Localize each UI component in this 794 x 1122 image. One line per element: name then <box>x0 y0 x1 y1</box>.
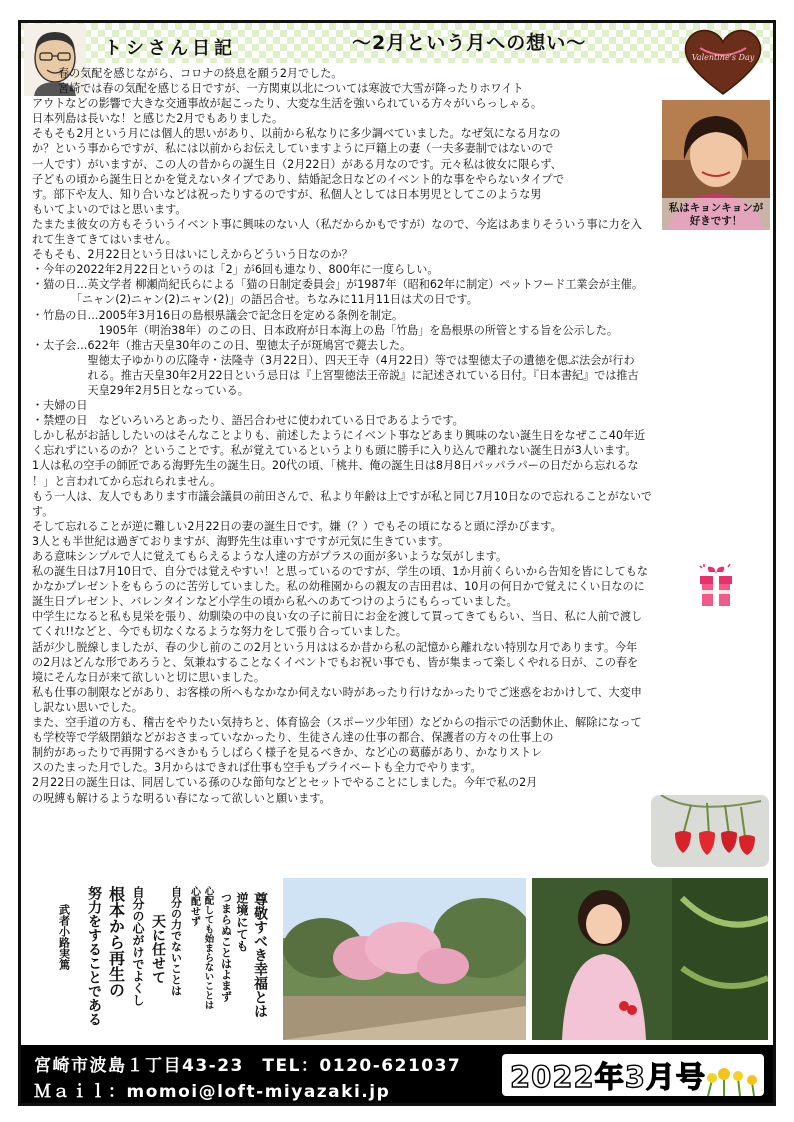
calligraphy-col8: 自分の心がけでよくし <box>131 886 145 1006</box>
paragraph: そもそも、2月22日という日はいにしえからどういう日なのか？ <box>32 248 353 262</box>
paragraph: 私の誕生日は7月10日で、自分では覚えやすい！と思っているのですが、学生の頃、1か月前くらいから告知を皆にしてもな <box>32 565 648 579</box>
footer-address: 宮崎市波島１丁目43-23 TEL：0120-621037 <box>34 1056 462 1076</box>
paragraph: の2月はどんな形であろうと、気兼ねすることなくイベントでもお祝い事でも、皆が集まって楽しくやれる日が、この春を <box>32 655 639 669</box>
paragraph: す。 <box>32 504 54 518</box>
paragraph: 春の気配を感じながら、コロナの終息を願う2月でした。 <box>58 67 343 80</box>
paragraph: たまたま彼女の方もそういうイベント事に興味のない人（私だからかもですが）なので、今迄はあまりそういう事に力を入 <box>32 217 642 231</box>
list-item: ・猫の日…英文学者 柳瀬尚紀氏らによる「猫の日制定委員会」が1987年（昭和62年に制定）ペットフード工業会が主催。 <box>32 278 643 292</box>
paragraph: 子どもの頃から誕生日とかを覚えないタイプであり、結婚記念日などのイベント的な事をやらないタイプで <box>32 172 565 186</box>
list-item: ・太子会…622年（推古天皇30年のこの日、聖徳太子が斑鳩宮で薨去した。 <box>32 338 412 352</box>
paragraph: 誕生日プレゼント、バレンタインなど小学生の頃から私へのあてつけのようにもらっていました。 <box>32 595 518 609</box>
flower-decoration-icon <box>702 1062 762 1096</box>
paragraph: 私も仕事の制限などがあり、お客様の所へもなかなか伺えない時があったり行けなかったりでご迷惑をおかけして、大変申 <box>32 685 642 699</box>
paragraph: 2月22日の誕生日は、同居している孫のひな節句などとセットでやることにしました。今年で私の2月 <box>32 776 538 790</box>
paragraph: く忘れずにいるのか？ということです。私が覚えているというよりも頭に勝手に入り込んで離れない誕生日が3人います。 <box>32 444 637 458</box>
list-item: 聖徳太子ゆかりの広隆寺・法隆寺（3月22日）、四天王寺（4月22日）等では聖徳太子の遺徳を偲ぶ法会が行わ <box>32 353 635 367</box>
calligraphy-col10: 努力をすることである <box>86 886 102 1026</box>
paragraph: もう一人は、友人でもあります市議会議員の前田さんで、私より年齢は上ですが私と同じ7月10日なので忘れることがないで <box>32 489 653 503</box>
footer-mail[interactable]: Ｍａｉｌ：momoi@loft-miyazaki.jp <box>34 1082 391 1102</box>
calligraphy-col1: 尊敬すべき幸福とは <box>252 892 268 1018</box>
paragraph: アウトなどの影響で大きな交通事故が起こったり、大変な生活を強いられている方々がいらっしゃる。 <box>32 97 543 111</box>
paragraph: しかし私がお話ししたいのはそんなことよりも、前述したようにイベント事などあまり興味のない誕生日をなぜここ40年近 <box>32 429 646 443</box>
list-item: 「ニャン(2)ニャン(2)ニャン(2)」の語呂合せ。ちなみに11月11日は犬の日です。 <box>32 293 478 307</box>
calligraphy-col4: 心配しても始まらないことは <box>202 886 214 1010</box>
article-body <box>32 66 768 806</box>
calligraphy-poem <box>34 878 274 1038</box>
paragraph: そもそも2月という月には個人的思いがあり、以前から私なりに多少調べていました。なぜ気になる月なの <box>32 127 561 141</box>
page-title: ～2月という月への想い～ <box>352 32 587 54</box>
list-item: ・禁煙の日 などいろいろとあったり、語呂合わせに使われている日であるようです。 <box>32 414 464 428</box>
issue-label: 2022年3月号 <box>510 1060 706 1094</box>
paragraph: かなかプレゼントをもらうのに苦労していました。私の幼稚園からの親友の吉田君は、10月の何日かで覚えにくい日なのに <box>32 580 645 594</box>
paragraph: 話が少し脱線しましたが、春の少し前のこの2月という月ははるか昔から私の記憶から離れない特別な月であります。今年 <box>32 640 638 654</box>
author-title: トシさん日記 <box>104 38 236 59</box>
paragraph: 1人は私の空手の師匠である海野先生の誕生日。20代の頃、「桃井、俺の誕生日は8月8日パッパラパーの日だから忘れるな <box>32 459 639 473</box>
list-item: 天皇29年2月5日となっている。 <box>32 383 249 397</box>
paragraph: 日本列島は長いな！と感じた2月でもありました。 <box>32 112 284 126</box>
paragraph: 宮崎では春の気配を感じる日ですが、一方関東以北については寒波で大雪が降ったりホワイト <box>58 82 524 96</box>
calligraphy-col3: つまらぬことはよまず <box>219 892 233 1002</box>
paragraph: も学校等で学級閉鎖などがおさまっていなかったり、生徒さん達の仕事の都合、保護者の方々の仕事上の <box>32 731 554 745</box>
cherry-blossom-photo <box>283 878 526 1040</box>
paragraph: ！」と言われてから忘れられません。 <box>32 474 222 488</box>
paragraph: そして忘れることが逆に難しい2月22日の妻の誕生日です。嫌（？）でもその頃になると頭に浮かびます。 <box>32 519 562 533</box>
paragraph: 制約があったりで再開するべきかもうしばらく様子を見るべきか、など心の葛藤があり、かなりストレ <box>32 746 543 760</box>
strawberry-photo <box>651 795 769 867</box>
paragraph: てくれ!!などと、今でも切なくなるような努力をして張り合っていました。 <box>32 625 407 639</box>
paragraph: また、空手道の方も、稽古をやりたい気持ちと、体育協会（スポーツ少年団）などからの指示での活動休止、解除になって <box>32 716 642 730</box>
calligraphy-col5: 心配せず <box>188 886 200 926</box>
list-item: 1905年（明治38年）のこの日、日本政府が日本海上の島「竹島」を島根県の所管とする旨を公示した。 <box>32 323 618 337</box>
paragraph: し訳ない思いでした。 <box>32 700 143 714</box>
photo-caption-line1: 私はキョンキョンが <box>668 202 764 214</box>
photo-caption-line2: 好きです！ <box>689 215 743 227</box>
girl-strawberry-photo <box>532 878 768 1040</box>
list-item: れる。推古天皇30年2月22日という忌日は『上宮聖徳法王帝説』に記述されている日付。『日本書紀』では推古 <box>32 368 639 382</box>
list-item: ・夫婦の日 <box>32 399 88 413</box>
paragraph: か？という事からですが、私には以前からお伝えしていますように戸籍上の妻（一夫多妻制ではないので <box>32 142 554 156</box>
calligraphy-author: 武者小路実篤 <box>57 904 71 970</box>
gift-box-icon <box>694 560 738 610</box>
calligraphy-col7: 天に任せて <box>150 914 166 984</box>
calligraphy-col9: 根本から再生の <box>106 886 126 998</box>
paragraph: もいてよいのではと思います。 <box>32 202 187 216</box>
list-item: ・竹島の日…2005年3月16日の島根県議会で記念日を定める条例を制定。 <box>32 308 404 322</box>
heart-text: Valentine's Day <box>691 53 755 62</box>
paragraph: 一人です）がいますが、この人の昔からの誕生日（2月22日）がある月なのです。元々私は彼女に限らず、 <box>32 157 562 171</box>
calligraphy-col2: 逆境にても <box>235 892 249 952</box>
calligraphy-col6: 自分の力でないことは <box>169 886 183 996</box>
paragraph: スのたまった月でした。3月からはできれば仕事も空手もプライベートも全力でやります。 <box>32 761 482 775</box>
paragraph: 3人とも半世紀は過ぎておりますが、海野先生は車いすですが元気に生きています。 <box>32 534 449 548</box>
list-item: ・今年の2022年2月22日というのは「2」が6回も連なり、800年に一度らしい。 <box>32 263 439 277</box>
paragraph: れて生きてきてはいません。 <box>32 233 177 247</box>
paragraph: の呪縛も解けるような明るい春になって欲しいと願います。 <box>32 791 331 805</box>
paragraph: す。部下や友人、知り合いなどは祝ったりするのですが、私個人としては日本男児としてこのような男 <box>32 187 542 201</box>
paragraph: 境にそんな日が来て欲しいと切に思いました。 <box>32 670 265 684</box>
paragraph: ある意味シンプルで人に覚えてもらえるような人達の方がプラスの面が多いような気がします。 <box>32 550 508 563</box>
paragraph: 中学生になると私も見栄を張り、幼馴染の中の良い女の子に前日にお金を渡して買ってきてもらい、当日、私に人前で渡し <box>32 610 643 624</box>
